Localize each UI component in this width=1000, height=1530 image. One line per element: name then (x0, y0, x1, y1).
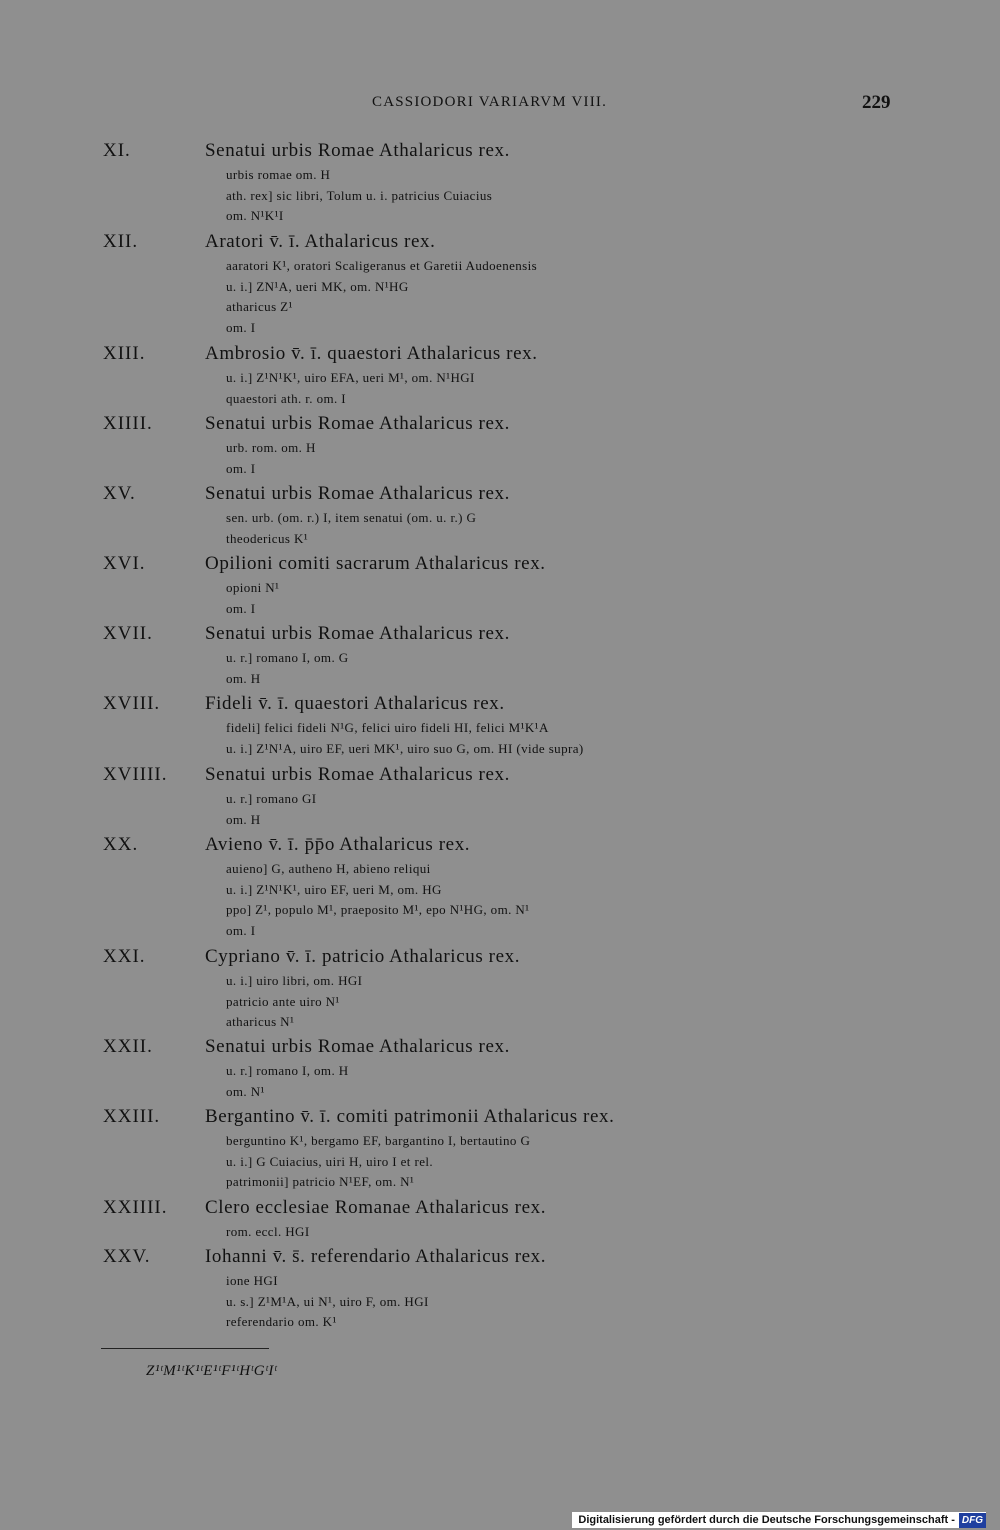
footnote-rule (101, 1348, 269, 1349)
apparatus-notes (226, 1061, 349, 1102)
letter-title: Senatui urbis Romae Athalaricus rex. (205, 623, 510, 644)
apparatus-note: ath. rex] sic libri, Tolum u. i. patricius Cuiacius (226, 187, 493, 203)
letter-numeral: XI. (103, 140, 131, 161)
letter-numeral: XVIIII. (103, 764, 168, 785)
apparatus-note: rom. eccl. HGI (226, 1224, 310, 1239)
apparatus-note: u. i.] uiro libri, om. HGI (226, 973, 363, 988)
apparatus-notes (226, 971, 362, 1033)
letter-numeral: XXII. (103, 1036, 153, 1057)
apparatus-note: om. N¹ (226, 1083, 265, 1099)
apparatus-note: u. i.] G Cuiacius, uiri H, uiro I et rel. (226, 1153, 434, 1169)
letter-numeral: XV. (103, 483, 136, 504)
letter-title: Bergantino v̄. ī. comiti patrimonii Athalaricus rex. (205, 1106, 615, 1127)
apparatus-note: om. I (226, 319, 256, 335)
apparatus-notes (226, 1131, 530, 1193)
letter-title: Ambrosio v̄. ī. quaestori Athalaricus rex. (205, 343, 538, 364)
apparatus-note: urb. rom. om. H (226, 440, 316, 455)
letter-title: Senatui urbis Romae Athalaricus rex. (205, 413, 510, 434)
apparatus-note: om. H (226, 670, 261, 686)
letter-numeral: XVIII. (103, 693, 161, 714)
letter-title: Avieno v̄. ī. p̄p̄o Athalaricus rex. (205, 834, 471, 855)
letter-title: Fideli v̄. ī. quaestori Athalaricus rex. (205, 693, 505, 714)
apparatus-notes (226, 438, 316, 479)
apparatus-note: berguntino K¹, bergamo EF, bargantino I, bertautino G (226, 1133, 531, 1148)
apparatus-notes (226, 578, 279, 619)
apparatus-note: om. I (226, 460, 256, 476)
apparatus-note: sen. urb. (om. r.) I, item senatui (om. u. r.) G (226, 510, 477, 525)
apparatus-note: opioni N¹ (226, 580, 280, 595)
apparatus-note: referendario om. K¹ (226, 1314, 337, 1329)
letter-numeral: XXIII. (103, 1106, 161, 1127)
apparatus-notes (226, 789, 317, 830)
letter-numeral: XX. (103, 834, 139, 855)
letter-numeral: XXIIII. (103, 1197, 168, 1218)
apparatus-note: atharicus Z¹ (226, 299, 293, 314)
letter-numeral: XII. (103, 231, 139, 252)
letter-title: Opilioni comiti sacrarum Athalaricus rex. (205, 553, 546, 574)
letter-title: Senatui urbis Romae Athalaricus rex. (205, 140, 510, 161)
apparatus-note: om. I (226, 922, 256, 938)
page-header (0, 92, 1000, 122)
apparatus-note: u. i.] ZN¹A, ueri MK, om. N¹HG (226, 278, 409, 294)
apparatus-note: u. r.] romano I, om. H (226, 1063, 349, 1078)
running-title: CASSIODORI VARIARVM VIII. (372, 94, 608, 110)
apparatus-note: om. I (226, 600, 256, 616)
letter-numeral: XVII. (103, 623, 153, 644)
apparatus-notes (226, 165, 492, 227)
apparatus-note: atharicus N¹ (226, 1014, 295, 1029)
dfg-logo: DFG (959, 1513, 986, 1528)
apparatus-note: fideli] felici fideli N¹G, felici uiro fideli HI, felici M¹K¹A (226, 720, 549, 735)
apparatus-note: om. H (226, 811, 261, 827)
letter-numeral: XXV. (103, 1246, 151, 1267)
credit-text: Digitalisierung gefördert durch die Deutsche Forschungsgemeinschaft - (578, 1514, 955, 1526)
letter-title: Iohanni v̄. s̄. referendario Athalaricus rex. (205, 1246, 547, 1267)
apparatus-note: aaratori K¹, oratori Scaligeranus et Garetii Audoenensis (226, 258, 538, 273)
apparatus-notes (226, 1222, 310, 1243)
letter-title: Cypriano v̄. ī. patricio Athalaricus rex. (205, 946, 521, 967)
apparatus-note: theodericus K¹ (226, 530, 309, 546)
apparatus-note: u. r.] romano GI (226, 791, 317, 806)
apparatus-notes (226, 718, 584, 759)
letter-title: Senatui urbis Romae Athalaricus rex. (205, 764, 510, 785)
apparatus-note: urbis romae om. H (226, 167, 331, 182)
page-number: 229 (862, 92, 891, 113)
letter-title: Aratori v̄. ī. Athalaricus rex. (205, 231, 436, 252)
letter-numeral: XIIII. (103, 413, 153, 434)
letter-numeral: XIII. (103, 343, 146, 364)
apparatus-note: u. s.] Z¹M¹A, ui N¹, uiro F, om. HGI (226, 1293, 429, 1309)
apparatus-note: quaestori ath. r. om. I (226, 390, 347, 406)
apparatus-note: auieno] G, autheno H, abieno reliqui (226, 861, 431, 876)
apparatus-notes (226, 859, 529, 941)
digitization-credit (572, 1512, 986, 1528)
apparatus-note: om. N¹K¹I (226, 208, 284, 223)
apparatus-notes (226, 648, 349, 689)
footnote-sigla: Z¹ᵗM¹ᵗK¹ᵗE¹ᵗF¹ᵗHᵗGᵗIᵗ (146, 1363, 278, 1379)
letter-title: Senatui urbis Romae Athalaricus rex. (205, 483, 510, 504)
apparatus-note: u. r.] romano I, om. G (226, 650, 349, 665)
apparatus-note: patricio ante uiro N¹ (226, 993, 340, 1009)
letter-title: Senatui urbis Romae Athalaricus rex. (205, 1036, 510, 1057)
apparatus-note: patrimonii] patricio N¹EF, om. N¹ (226, 1174, 415, 1189)
apparatus-note: u. i.] Z¹N¹K¹, uiro EFA, ueri M¹, om. N¹HGI (226, 370, 475, 385)
letter-numeral: XXI. (103, 946, 146, 967)
apparatus-note: u. i.] Z¹N¹A, uiro EF, ueri MK¹, uiro suo G, om. HI (vide supra) (226, 740, 584, 756)
apparatus-notes (226, 1271, 429, 1333)
apparatus-note: ione HGI (226, 1273, 278, 1288)
letter-title: Clero ecclesiae Romanae Athalaricus rex. (205, 1197, 547, 1218)
apparatus-note: ppo] Z¹, populo M¹, praeposito M¹, epo N¹HG, om. N¹ (226, 902, 530, 917)
apparatus-notes (226, 256, 537, 338)
letter-numeral: XVI. (103, 553, 146, 574)
apparatus-notes (226, 368, 475, 409)
apparatus-notes (226, 508, 476, 549)
apparatus-note: u. i.] Z¹N¹K¹, uiro EF, ueri M, om. HG (226, 881, 442, 897)
